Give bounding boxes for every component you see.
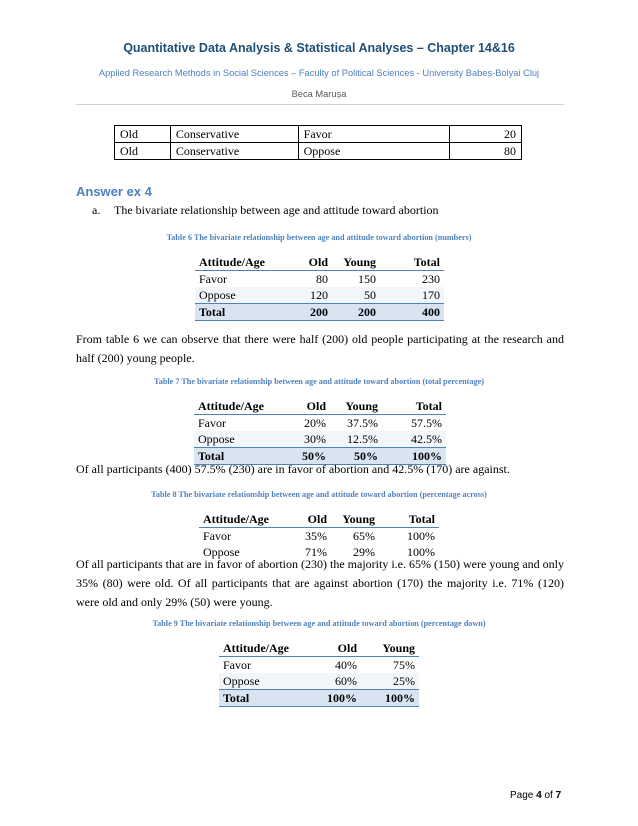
table-cell: Favor	[223, 658, 251, 672]
table-cell: 25%	[361, 673, 419, 690]
column-header: Young	[361, 640, 419, 657]
table-cell: 57.5%	[411, 416, 442, 430]
column-header: Attitude/Age	[219, 640, 311, 657]
column-header: Attitude/Age	[194, 398, 290, 415]
page-label: Page	[510, 790, 534, 801]
column-header: Old	[290, 254, 332, 271]
table-cell: 100%	[407, 545, 435, 559]
column-header: Old	[291, 511, 331, 528]
table-header-row	[199, 511, 439, 528]
table-cell: Total	[195, 304, 290, 321]
table-cell: 20%	[304, 416, 326, 430]
column-header: Total	[380, 254, 444, 271]
table-cell: 75%	[393, 658, 415, 672]
table-row	[115, 126, 522, 143]
of-label: of	[544, 790, 553, 801]
table-cell: 35%	[305, 529, 327, 543]
table-cell: 400	[380, 304, 444, 321]
table-row	[194, 431, 446, 448]
table6	[195, 254, 444, 321]
table-total-row	[219, 690, 419, 707]
table-cell: 60%	[311, 673, 361, 690]
table-cell: 12.5%	[330, 431, 382, 448]
table-cell: 100%	[361, 690, 419, 707]
table-cell: 20	[450, 126, 522, 143]
table-header-row	[195, 254, 444, 271]
section-heading: Answer ex 4	[76, 184, 152, 199]
table-cell: 50%	[290, 448, 330, 465]
table-cell: 150	[358, 272, 376, 286]
current-page: 4	[536, 790, 542, 801]
table-row	[219, 657, 419, 674]
table9-caption: Table 9 The bivariate relationship between age and attitude toward abortion (percentage down)	[152, 619, 486, 628]
page-subtitle: Applied Research Methods in Social Sciences – Faculty of Political Sciences - University Babeș-Bolyai Cluj	[98, 68, 540, 78]
table8-caption: Table 8 The bivariate relationship between age and attitude toward abortion (percentage across)	[151, 490, 487, 499]
table-cell: Oppose	[298, 143, 450, 160]
list-item	[92, 203, 439, 218]
table-cell: 230	[422, 272, 440, 286]
table-cell: Conservative	[170, 143, 298, 160]
table-cell: 50%	[330, 448, 382, 465]
list-marker: a.	[92, 203, 101, 217]
table-cell: 80	[316, 272, 328, 286]
table-cell: Total	[219, 690, 311, 707]
table-cell: Oppose	[195, 287, 290, 304]
table-row	[219, 673, 419, 690]
page-number	[510, 790, 561, 801]
column-header: Attitude/Age	[199, 511, 291, 528]
table-cell: 80	[450, 143, 522, 160]
table-cell: 30%	[290, 431, 330, 448]
table-cell: 120	[290, 287, 332, 304]
table-row	[195, 287, 444, 304]
column-header: Young	[332, 254, 380, 271]
table-cell: Favor	[298, 126, 450, 143]
table8	[199, 511, 439, 560]
column-header: Attitude/Age	[195, 254, 290, 271]
author: Beca Marușa	[291, 89, 347, 99]
table9	[219, 640, 419, 707]
table-row	[199, 528, 439, 545]
list-item-text: The bivariate relationship between age and attitude toward abortion	[114, 203, 439, 217]
table-total-row	[195, 304, 444, 321]
table-cell: 65%	[353, 529, 375, 543]
continuation-table	[114, 125, 522, 160]
column-header: Total	[382, 398, 446, 415]
paragraph: From table 6 we can observe that there were half (200) old people participating at the research and half (200) young people.	[76, 332, 564, 365]
table-cell: 100%	[382, 448, 446, 465]
table-cell: 37.5%	[347, 416, 378, 430]
table6-caption: Table 6 The bivariate relationship between age and attitude toward abortion (numbers)	[166, 233, 472, 242]
table-cell: Oppose	[219, 673, 311, 690]
table-cell: Favor	[199, 272, 227, 286]
table-cell: Old	[115, 126, 171, 143]
table-row	[115, 143, 522, 160]
page-count: 7	[555, 790, 562, 801]
column-header: Old	[290, 398, 330, 415]
table-row	[194, 415, 446, 432]
table-header-row	[194, 398, 446, 415]
header-divider	[76, 104, 564, 105]
table-cell: Oppose	[194, 431, 290, 448]
table-cell: Total	[194, 448, 290, 465]
paragraph: Of all participants (400) 57.5% (230) are in favor of abortion and 42.5% (170) are against.	[76, 462, 510, 476]
column-header: Young	[330, 398, 382, 415]
table-cell: Oppose	[203, 545, 240, 559]
column-header: Total	[379, 511, 439, 528]
table-cell: 42.5%	[382, 431, 446, 448]
table-cell: Conservative	[170, 126, 298, 143]
table-cell: Old	[115, 143, 171, 160]
table-cell: 170	[380, 287, 444, 304]
paragraph: Of all participants that are in favor of abortion (230) the majority i.e. 65% (150) were young and only 35% (80) were old. Of all participants that are against abortion (170) the majority i.e. 71% (120) were old and only 29% (50) were young.	[76, 557, 564, 609]
table-cell: 200	[332, 304, 380, 321]
table-header-row	[219, 640, 419, 657]
table-cell: 71%	[305, 545, 327, 559]
table-row	[195, 271, 444, 288]
table-cell: Favor	[203, 529, 231, 543]
table-cell: Favor	[198, 416, 226, 430]
table7-caption: Table 7 The bivariate relationship between age and attitude toward abortion (total percentage)	[154, 377, 484, 386]
table-cell: 29%	[353, 545, 375, 559]
table-cell: 50	[332, 287, 380, 304]
table-cell: 200	[290, 304, 332, 321]
column-header: Young	[331, 511, 379, 528]
page-title: Quantitative Data Analysis & Statistical Analyses – Chapter 14&16	[123, 41, 515, 55]
table7	[194, 398, 446, 465]
column-header: Old	[311, 640, 361, 657]
table-cell: 100%	[407, 529, 435, 543]
table-cell: 40%	[335, 658, 357, 672]
table-cell: 100%	[311, 690, 361, 707]
